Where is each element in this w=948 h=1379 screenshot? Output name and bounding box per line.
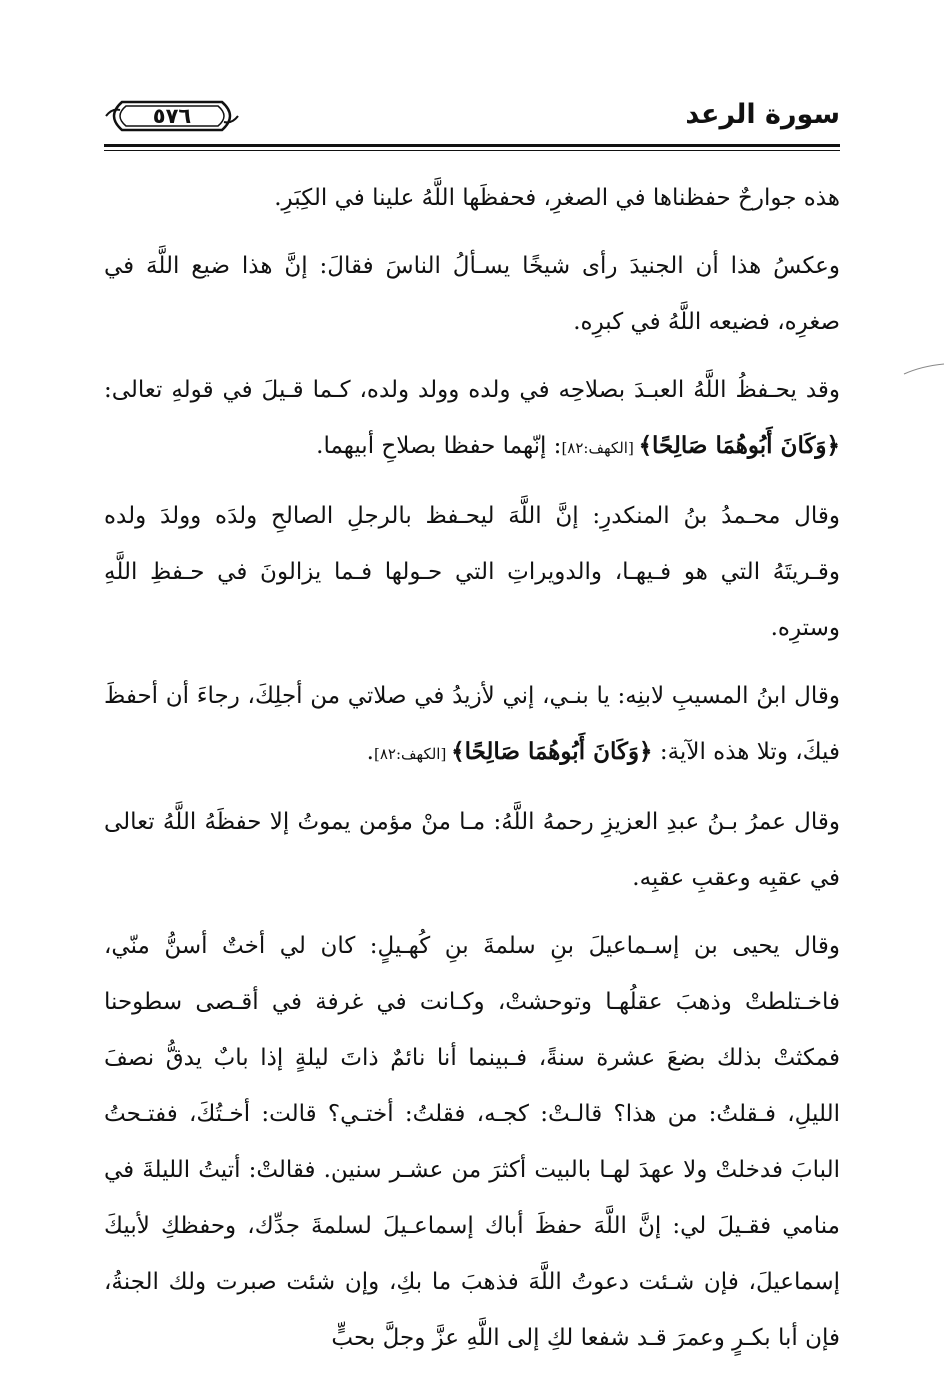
paragraph-text: وقد يحـفظُ اللَّهُ العبـدَ بصلاحِه في ولده وولد ولده، كـما قـيلَ في قولهِ تعالى: [104,377,840,403]
paragraph-text: وقال محـمدُ بنُ المنكدرِ: إنَّ اللَّهَ ليحـفظ بالرجلِ الصالحِ ولدَه وولدَ ولده وقـريتَهُ التي هو فـيهـا، والدويراتِ التي حـولها فـما يزالونَ في حـفظِ اللَّهِ وسترِه. [104,503,840,641]
margin-pen-mark [902,362,946,376]
surah-title: سورة الرعد [685,99,840,130]
paragraph [104,794,840,906]
paragraph-text: : إنّهما حفظا بصلاحِ أبيهما. [316,433,562,459]
paragraph [104,488,840,656]
verse-reference: [الكهف:٨٢] [561,439,639,457]
paragraph [104,362,840,476]
verse-reference: [الكهف:٨٢] [373,745,452,763]
paragraph-text: وقال عمرُ بـنُ عبدِ العزيزِ رحمهُ اللَّهُ: مـا منْ مؤمن يموتُ إلا حفظَهُ اللَّهُ تعالى في عقبِه وعقبِ عقبِه. [104,809,840,891]
paragraph-text: هذه جوارحٌ حفظناها في الصغرِ، فحفظَها اللَّهُ علينا في الكِبَرِ. [274,185,840,211]
page-number-badge [104,98,240,134]
paragraph [104,170,840,226]
quran-verse: ﴿وَكَانَ أَبُوهُمَا صَالِحًا﴾ [638,432,840,459]
paragraph [104,918,840,1366]
paragraph-text: . [366,739,374,765]
paragraph-text: وعكسُ هذا أن الجنيدَ رأى شيخًا يسـألُ الناسَ فقالَ: إنَّ هذا ضيع اللَّهَ في صغرِه، فضيعه اللَّهُ في كبرِه. [104,253,840,335]
paragraph [104,238,840,350]
paragraph-text: وقال يحيى بن إسـماعيلَ بنِ سلمةَ بنِ كُهـيلٍ: كان لي أختٌ أسنُّ منّي، فاخـتلطتْ وذهبَ عقلُهـا وتوحشتْ، وكـانت في غرفة في أقـصى سطوحنا فمكثتْ بذلك بضعَ عشرة سنةً، فـبينما أنا نائمٌ ذاتَ ليلةٍ إذا بابٌ يدقُّ نصفَ الليلِ، فـقلتُ: من هذا؟ قالـتْ: كجـه، فقلتُ: أختـي؟ قالت: أخـتُكَ، ففتـحتُ البابَ فدخلتْ ولا عهدَ لهـا بالبيت أكثرَ من عشـر سنين. فقالتْ: أتيتُ الليلةَ في منامي فقـيلَ لي: إنَّ اللَّهَ حفظَ أباك إسماعـيلَ لسلمةَ جدِّك، وحفظكِ لأبيكَ إسماعيلَ، فإن شـئت دعوتُ اللَّهَ فذهبَ ما بكِ، وإن شئت صبرت ولك الجنةُ، فإن أبا بكـرٍ وعمرَ قـد شفعا لكِ إلى اللَّهِ عزَّ وجلَّ بحبٍّ [104,933,840,1351]
header-rule-thin [104,150,840,151]
paragraph-text: وقال ابنُ المسيبِ لابنِه: يا بنـي، إني لأزيدُ في صلاتي من أجلِكَ، رجاءَ أن أحفظَ فيكَ، وتلا هذه الآية: [104,683,840,765]
page-header [104,96,840,142]
quran-verse: ﴿وَكَانَ أَبُوهُمَا صَالِحًا﴾ [451,738,653,765]
header-rule [104,144,840,147]
body-text [104,170,840,1378]
paragraph [104,668,840,782]
page-number: ٥٧٦ [152,104,192,128]
